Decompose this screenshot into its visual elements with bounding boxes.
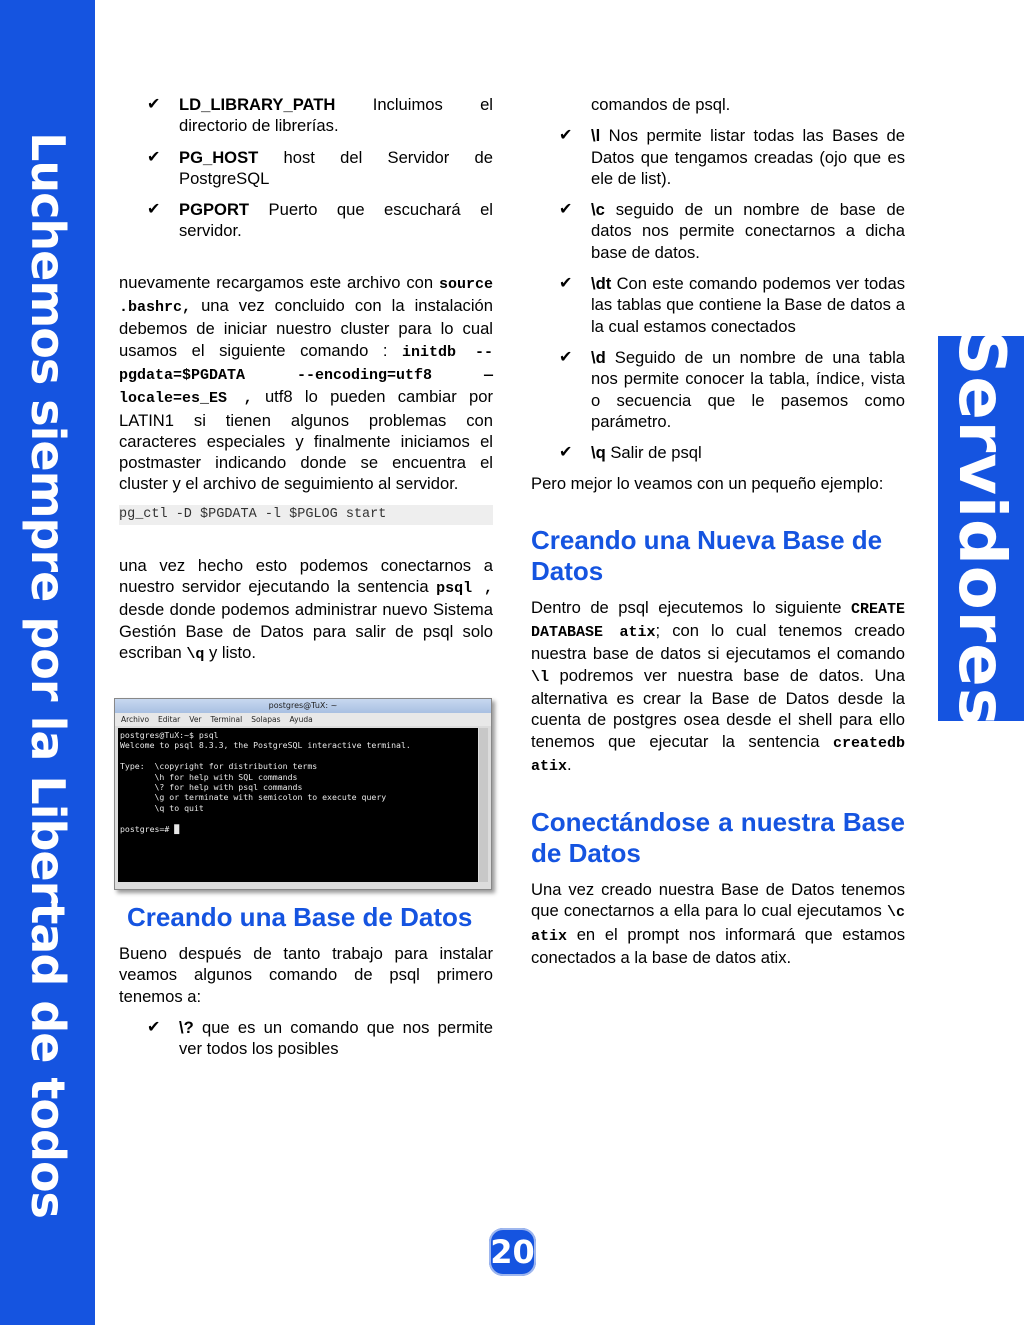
left-column	[119, 94, 493, 665]
paragraph-create	[531, 597, 905, 777]
bullet-quit	[531, 442, 905, 463]
bullet-pg-host	[119, 147, 493, 190]
section-title: Servidores	[944, 329, 1018, 727]
text: una vez hecho esto podemos conectarnos a nuestro servidor ejecutando la sentencia	[119, 555, 493, 597]
code-block: pg_ctl -D $PGDATA -l $PGLOG start	[119, 505, 493, 525]
heading-creando-base: Creando una Base de Datos	[127, 902, 473, 932]
text: nuevamente recargamos este archivo con	[119, 272, 439, 292]
text: ; con lo cual tenemos creado nuestra base de datos si ejecutamos el comando	[531, 621, 905, 664]
code-inline: createdb atix	[531, 734, 905, 775]
bullet-text: que es un comando que nos permite ver todos los posibles	[179, 1017, 493, 1059]
heading-conectandose: Conectándose a nuestra Base de Datos	[531, 807, 905, 869]
paragraph-initdb	[119, 272, 493, 495]
terminal-title: postgres@TuX: ~	[115, 699, 491, 713]
menu-item: Editar	[158, 715, 181, 724]
paragraph-connect	[531, 879, 905, 968]
bullet-text: Salir de psql	[605, 443, 702, 463]
menu-item: Archivo	[121, 715, 150, 724]
bullet-text: Seguido de un nombre de una tabla nos permite conocer la tabla, índice, vista o secuencia que le pasemos como parámetro.	[591, 347, 905, 431]
text: utf8 lo pueden cambiar por LATIN1 si tienen algunos problemas con caracteres especiales y finalmente iniciamos el postmaster indicando donde se encuentra el cluster y el archivo de seguimiento al servidor.	[119, 387, 493, 494]
bullet-text: Con este comando podemos ver todas las tablas que contiene la Base de datos a la cual estamos conectados	[591, 274, 905, 336]
bullet-term: \l	[591, 126, 601, 146]
bullet-text: host del Servidor de PostgreSQL	[179, 147, 493, 188]
bullet-pgport	[119, 199, 493, 242]
menu-item: Ayuda	[289, 715, 313, 724]
bullet-list-dbs	[531, 125, 905, 189]
code-inline: psql ,	[436, 580, 494, 598]
text: Dentro de psql ejecutemos lo siguiente	[531, 597, 851, 617]
text: podremos ver nuestra base de datos. Una alternativa es crear la Base de Datos desde la cuenta de postgres osea desde el shell para ello tenemos que ejecutar la sentencia	[531, 665, 905, 751]
text: y listo.	[204, 642, 256, 662]
bullet-term: \dt	[591, 274, 612, 294]
bullet-term: PG_HOST	[179, 147, 259, 167]
bullet-tables	[531, 273, 905, 337]
checkmark-icon: ✔	[559, 127, 573, 145]
text: en el prompt nos informará que estamos conectados a la base de datos atix.	[531, 924, 905, 968]
bullet-describe	[531, 347, 905, 432]
bullet-text: Puerto que escuchará el servidor.	[179, 200, 493, 241]
code-inline: source .bashrc,	[119, 275, 493, 317]
text: comandos de psql.	[591, 95, 731, 114]
terminal-scrollbar	[479, 728, 488, 882]
left-column-lower	[119, 902, 493, 1069]
bullet-term: LD_LIBRARY_PATH	[179, 95, 336, 114]
bullet-term: PGPORT	[179, 200, 250, 220]
checkmark-icon: ✔	[559, 444, 573, 462]
terminal-screenshot	[114, 698, 492, 890]
paragraph-bueno: Bueno después de tanto trabajo para instalar veamos algunos comando de psql primero tenemos a:	[119, 944, 493, 1006]
right-column	[531, 94, 905, 968]
text: desde donde podemos administrar nuevo Sistema Gestión Base de Datos para salir de psql solo escriban	[119, 600, 493, 662]
side-slogan: Luchemos siempre por la Libertad de todos	[21, 132, 75, 1218]
bullet-text: Incluimos el directorio de librerías.	[179, 95, 493, 136]
bullet-ld-library-path	[119, 94, 493, 137]
bullet-term: \q	[591, 443, 606, 463]
menu-item: Ver	[189, 715, 202, 724]
code-inline: initdb --pgdata=$PGDATA --encoding=utf8 —locale=es_ES ,	[119, 343, 493, 408]
menu-item: Solapas	[251, 715, 281, 724]
text: una vez concluido con la instalación debemos de iniciar nuestro cluster para lo cual usamos el siguiente comando :	[119, 296, 493, 360]
paragraph-pero: Pero mejor lo veamos con un pequeño ejemplo:	[531, 474, 884, 494]
checkmark-icon: ✔	[147, 1018, 161, 1036]
heading-nueva-base: Creando una Nueva Base de Datos	[531, 524, 883, 586]
code-inline: \q	[186, 645, 205, 663]
checkmark-icon: ✔	[147, 148, 161, 166]
terminal-menu	[115, 713, 491, 726]
checkmark-icon: ✔	[559, 348, 573, 366]
menu-item: Terminal	[210, 715, 243, 724]
bullet-help	[119, 1017, 493, 1060]
code-inline: CREATE DATABASE atix	[531, 600, 905, 642]
checkmark-icon: ✔	[559, 201, 573, 219]
text: Una vez creado nuestra Base de Datos tenemos que conectarnos a ella para lo cual ejecutamos	[531, 880, 905, 921]
bullet-term: \c	[591, 200, 605, 220]
text: .	[567, 754, 572, 774]
page-number: 20	[489, 1228, 536, 1276]
bullet-text: Nos permite listar todas las Bases de Datos que tengamos creadas (ojo que es ele de list).	[591, 126, 905, 188]
code-inline: \l	[531, 668, 550, 686]
paragraph-psql	[119, 555, 493, 665]
continuation	[531, 94, 905, 115]
bullet-term: \?	[179, 1017, 194, 1037]
bullet-connect	[531, 199, 905, 263]
side-band	[0, 0, 95, 1325]
checkmark-icon: ✔	[147, 201, 161, 219]
bullet-text: seguido de un nombre de base de datos nos permite conectarnos a dicha base de datos.	[591, 200, 905, 262]
bullet-term: \d	[591, 347, 606, 367]
terminal-output: postgres@TuX:~$ psql Welcome to psql 8.3.3, the PostgreSQL interactive terminal. Type: \copyright for distribution terms \h for help with SQL commands \? for help with psql commands \g or terminate with semicolon to execute query \q to quit postgres=# █	[118, 728, 478, 882]
checkmark-icon: ✔	[559, 275, 573, 293]
checkmark-icon: ✔	[147, 96, 161, 113]
section-tab	[938, 329, 1024, 727]
code-inline: \c atix	[531, 904, 905, 945]
